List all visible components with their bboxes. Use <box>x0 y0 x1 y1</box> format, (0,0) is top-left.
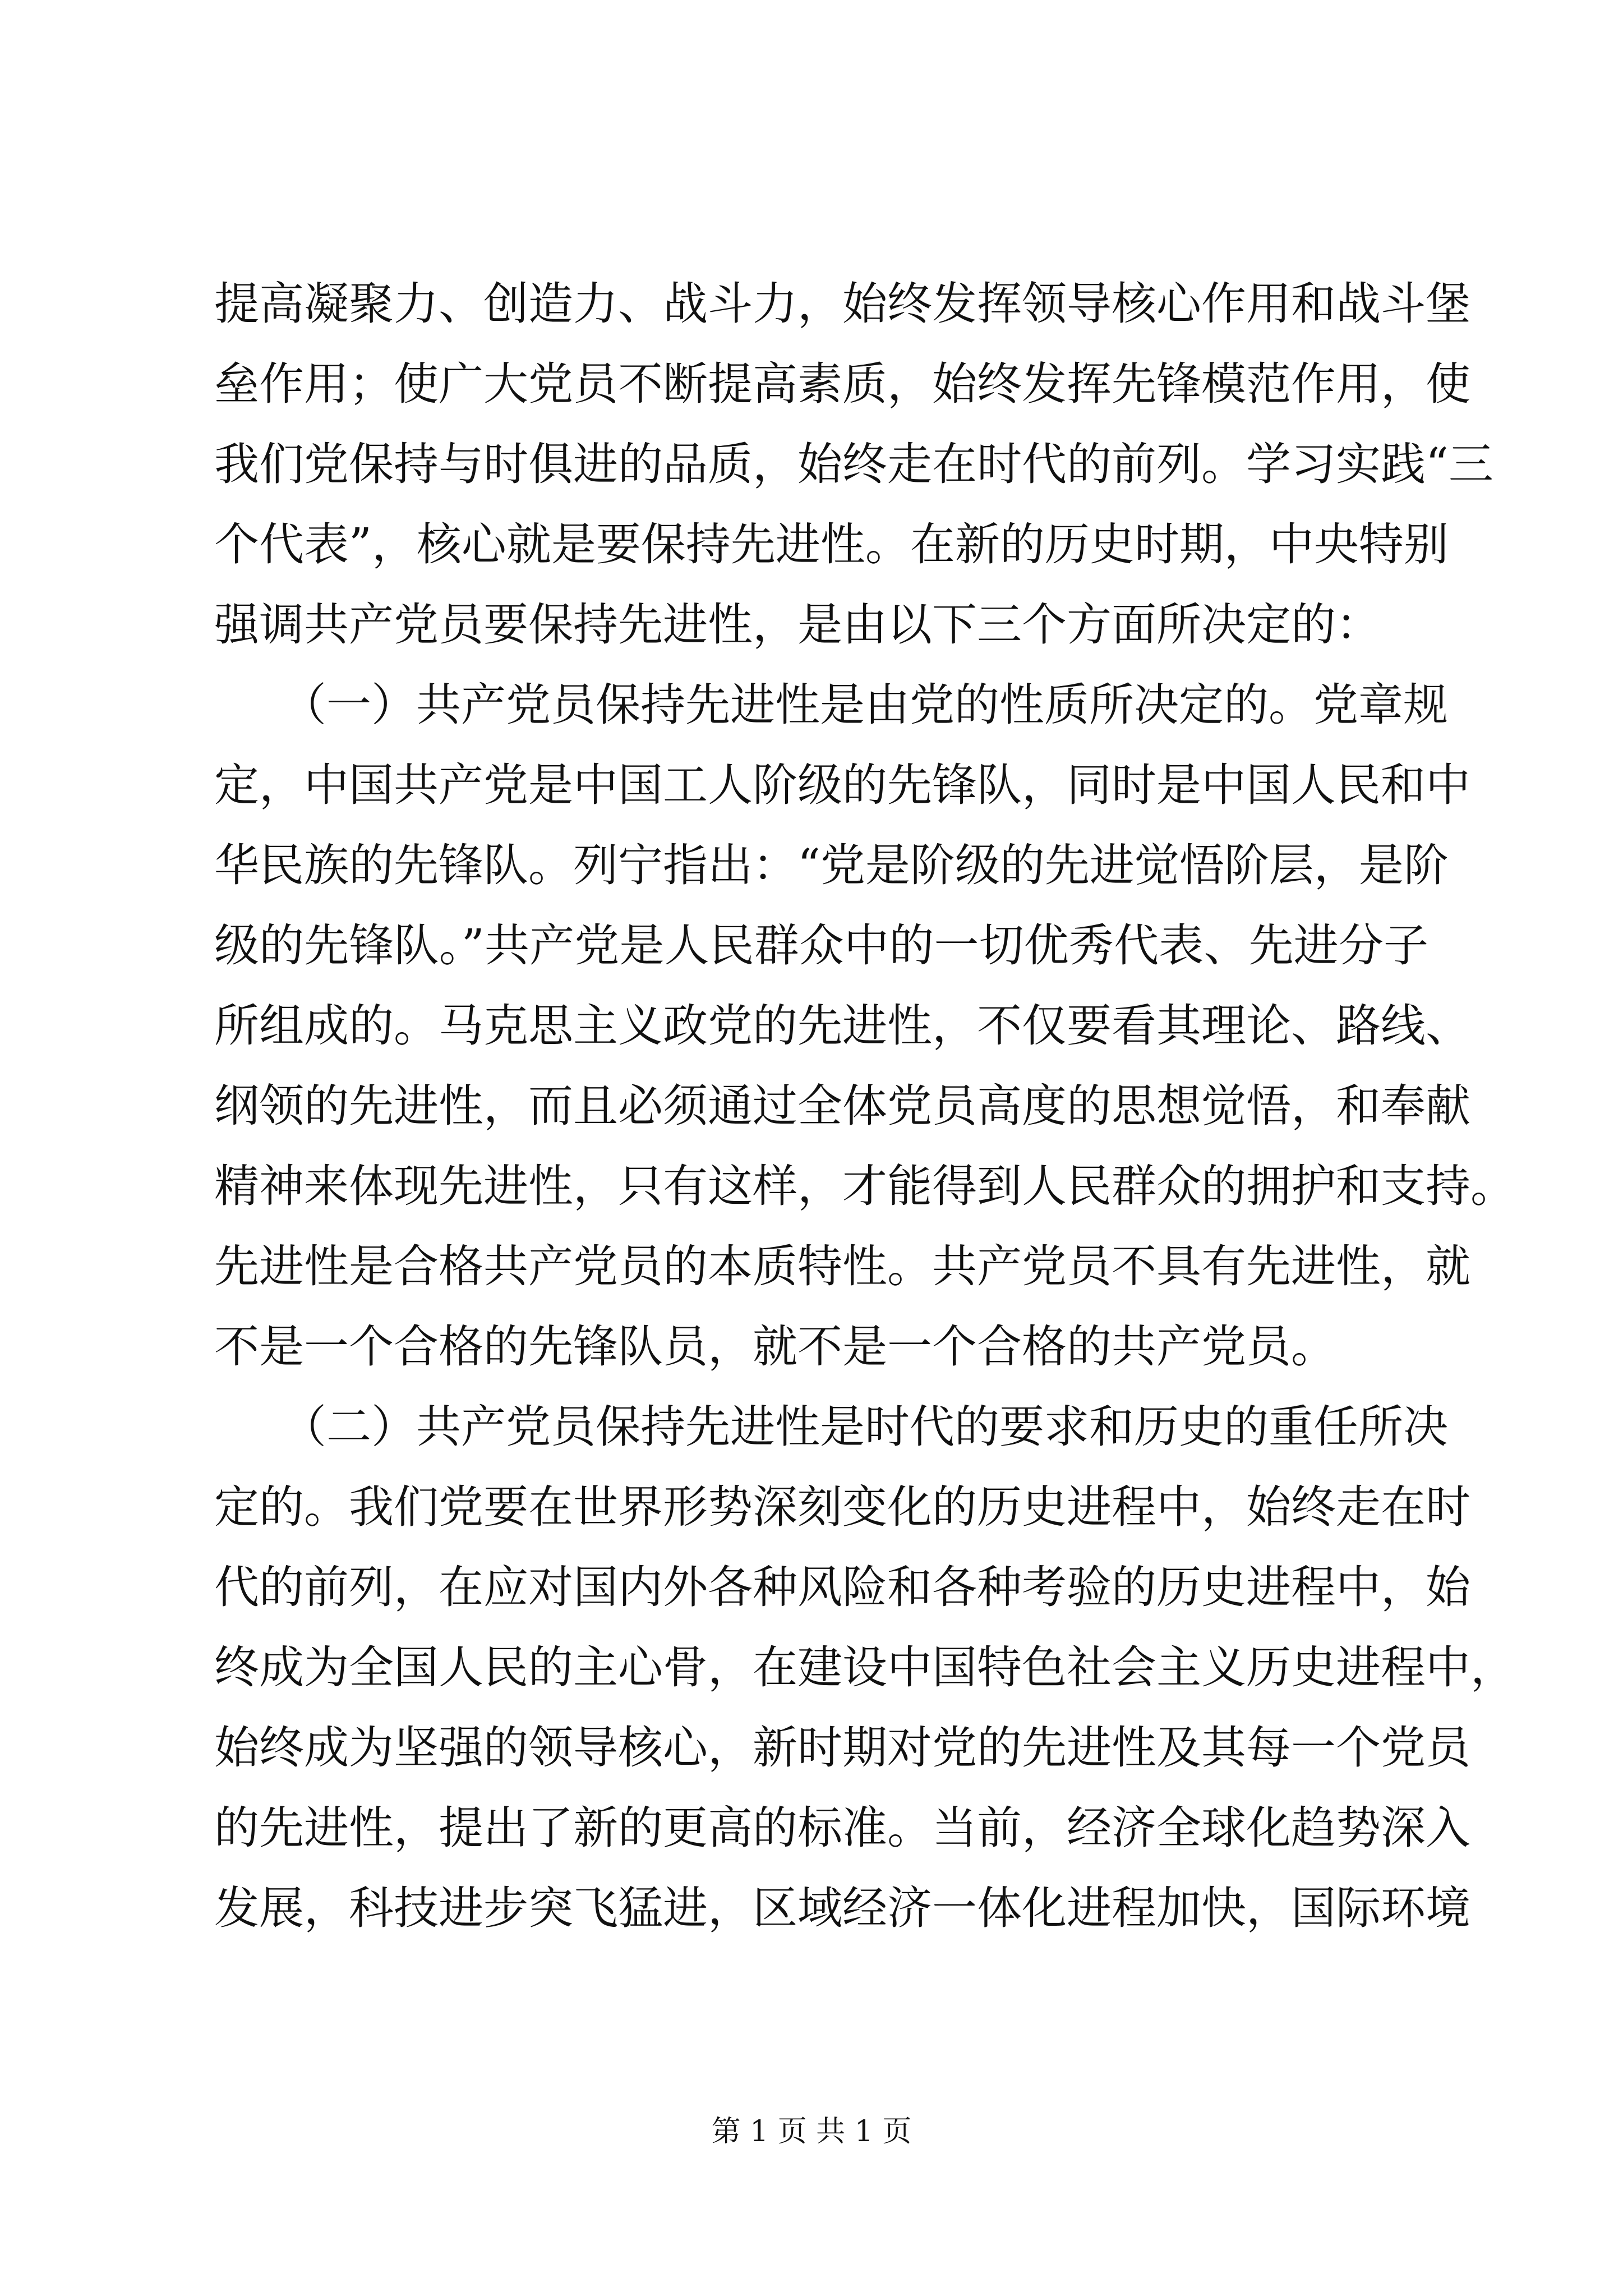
text-line: （二）共产党员保持先进性是时代的要求和历史的重任所决 <box>214 1401 1448 1453</box>
text-line: 先进性是合格共产党员的本质特性。共产党员不具有先进性，就 <box>214 1240 1470 1292</box>
text-line: 的先进性，提出了新的更高的标准。当前，经济全球化趋势深入 <box>214 1802 1470 1854</box>
text-line: 发展，科技进步突飞猛进，区域经济一体化进程加快，国际环境 <box>214 1882 1470 1934</box>
text-line: 个代表”，核心就是要保持先进性。在新的历史时期，中央特别 <box>214 518 1449 570</box>
text-line: 提高凝聚力、创造力、战斗力，始终发挥领导核心作用和战斗堡 <box>214 278 1470 330</box>
text-line: 定，中国共产党是中国工人阶级的先锋队，同时是中国人民和中 <box>214 759 1470 811</box>
text-line: 所组成的。马克思主义政党的先进性，不仅要看其理论、路线、 <box>214 1000 1470 1052</box>
text-line: 精神来体现先进性，只有这样，才能得到人民群众的拥护和支持。 <box>214 1160 1515 1212</box>
text-line: 强调共产党员要保持先进性，是由以下三个方面所决定的： <box>214 599 1381 651</box>
text-line: （一）共产党员保持先进性是由党的性质所决定的。党章规 <box>214 679 1448 731</box>
text-line: 垒作用；使广大党员不断提高素质，始终发挥先锋模范作用，使 <box>214 358 1470 410</box>
text-line: 我们党保持与时俱进的品质，始终走在时代的前列。学习实践“三 <box>214 438 1493 490</box>
text-line: 代的前列，在应对国内外各种风险和各种考验的历史进程中，始 <box>214 1561 1470 1613</box>
text-line: 不是一个合格的先锋队员，就不是一个合格的共产党员。 <box>214 1320 1336 1373</box>
document-body <box>214 264 1515 1948</box>
text-line: 始终成为坚强的领导核心，新时期对党的先进性及其每一个党员 <box>214 1722 1470 1774</box>
text-line: 级的先锋队。”共产党是人民群众中的一切优秀代表、先进分子 <box>214 919 1428 972</box>
text-line: 纲领的先进性，而且必须通过全体党员高度的思想觉悟，和奉献 <box>214 1080 1470 1132</box>
text-line: 定的。我们党要在世界形势深刻变化的历史进程中，始终走在时 <box>214 1481 1470 1533</box>
page-footer: 第 1 页 共 1 页 <box>711 2115 912 2148</box>
text-line: 华民族的先锋队。列宁指出：“党是阶级的先进觉悟阶层，是阶 <box>214 839 1449 891</box>
text-line: 终成为全国人民的主心骨，在建设中国特色社会主义历史进程中， <box>214 1641 1515 1694</box>
